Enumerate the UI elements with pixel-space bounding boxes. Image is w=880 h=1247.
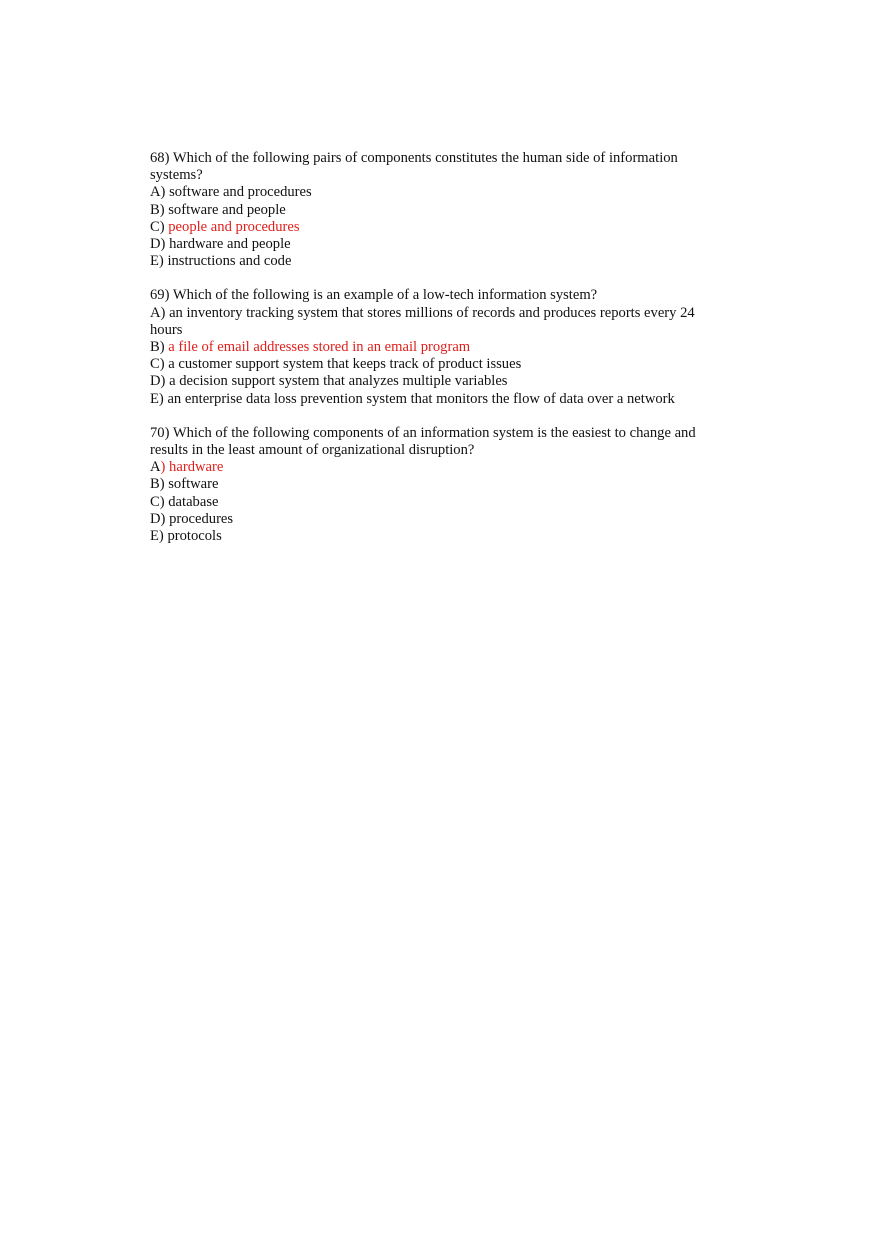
option-text: instructions and code	[167, 253, 292, 270]
question-68	[150, 150, 720, 270]
option-text: a decision support system that analyzes multiple variables	[169, 373, 508, 390]
option-prefix: B)	[150, 201, 169, 218]
question-list	[150, 150, 720, 562]
option-b	[150, 339, 720, 356]
option-text: software	[168, 476, 219, 493]
question-70	[150, 425, 720, 545]
option-text: an inventory tracking system that stores millions of records and produces reports every 24 hours	[150, 304, 695, 338]
question-69	[150, 287, 720, 407]
option-d	[150, 236, 720, 253]
option-prefix: D)	[150, 373, 170, 390]
option-c	[150, 219, 720, 236]
question-stem: 70) Which of the following components of an information system is the easiest to change and results in the least amount of organizational disruption?	[150, 424, 696, 459]
option-prefix: D)	[150, 510, 170, 527]
option-prefix: D)	[150, 236, 170, 253]
option-text: a customer support system that keeps track of product issues	[168, 356, 522, 373]
option-prefix: A)	[150, 304, 170, 321]
option-text: procedures	[169, 510, 234, 527]
option-text: an enterprise data loss prevention system that monitors the flow of data over a network	[167, 390, 675, 407]
option-prefix: A)	[150, 184, 170, 201]
option-e	[150, 391, 720, 408]
option-prefix: B)	[150, 339, 169, 356]
option-b	[150, 202, 720, 219]
option-prefix: E)	[150, 528, 168, 545]
correct-answer-text: people and procedures	[168, 218, 300, 235]
option-prefix: A	[150, 459, 161, 476]
correct-answer-text: ) hardware	[160, 459, 224, 476]
option-prefix: C)	[150, 218, 169, 235]
option-prefix: B)	[150, 476, 169, 493]
option-e	[150, 253, 720, 270]
option-text: software and people	[168, 201, 286, 218]
option-prefix: C)	[150, 493, 169, 510]
option-d	[150, 373, 720, 390]
option-prefix: E)	[150, 390, 168, 407]
option-a	[150, 184, 720, 201]
correct-answer-text: a file of email addresses stored in an email program	[168, 339, 471, 356]
option-text: software and procedures	[169, 184, 312, 201]
option-prefix: C)	[150, 356, 169, 373]
option-text: protocols	[167, 528, 222, 545]
option-e	[150, 528, 720, 545]
option-a	[150, 459, 720, 476]
option-b	[150, 476, 720, 493]
question-stem: 69) Which of the following is an example of a low-tech information system?	[150, 287, 598, 304]
option-a	[150, 305, 720, 339]
option-text: hardware and people	[169, 236, 291, 253]
question-stem: 68) Which of the following pairs of components constitutes the human side of information systems?	[150, 150, 678, 184]
option-d	[150, 511, 720, 528]
option-c	[150, 356, 720, 373]
option-c	[150, 494, 720, 511]
option-prefix: E)	[150, 253, 168, 270]
option-text: database	[168, 493, 219, 510]
